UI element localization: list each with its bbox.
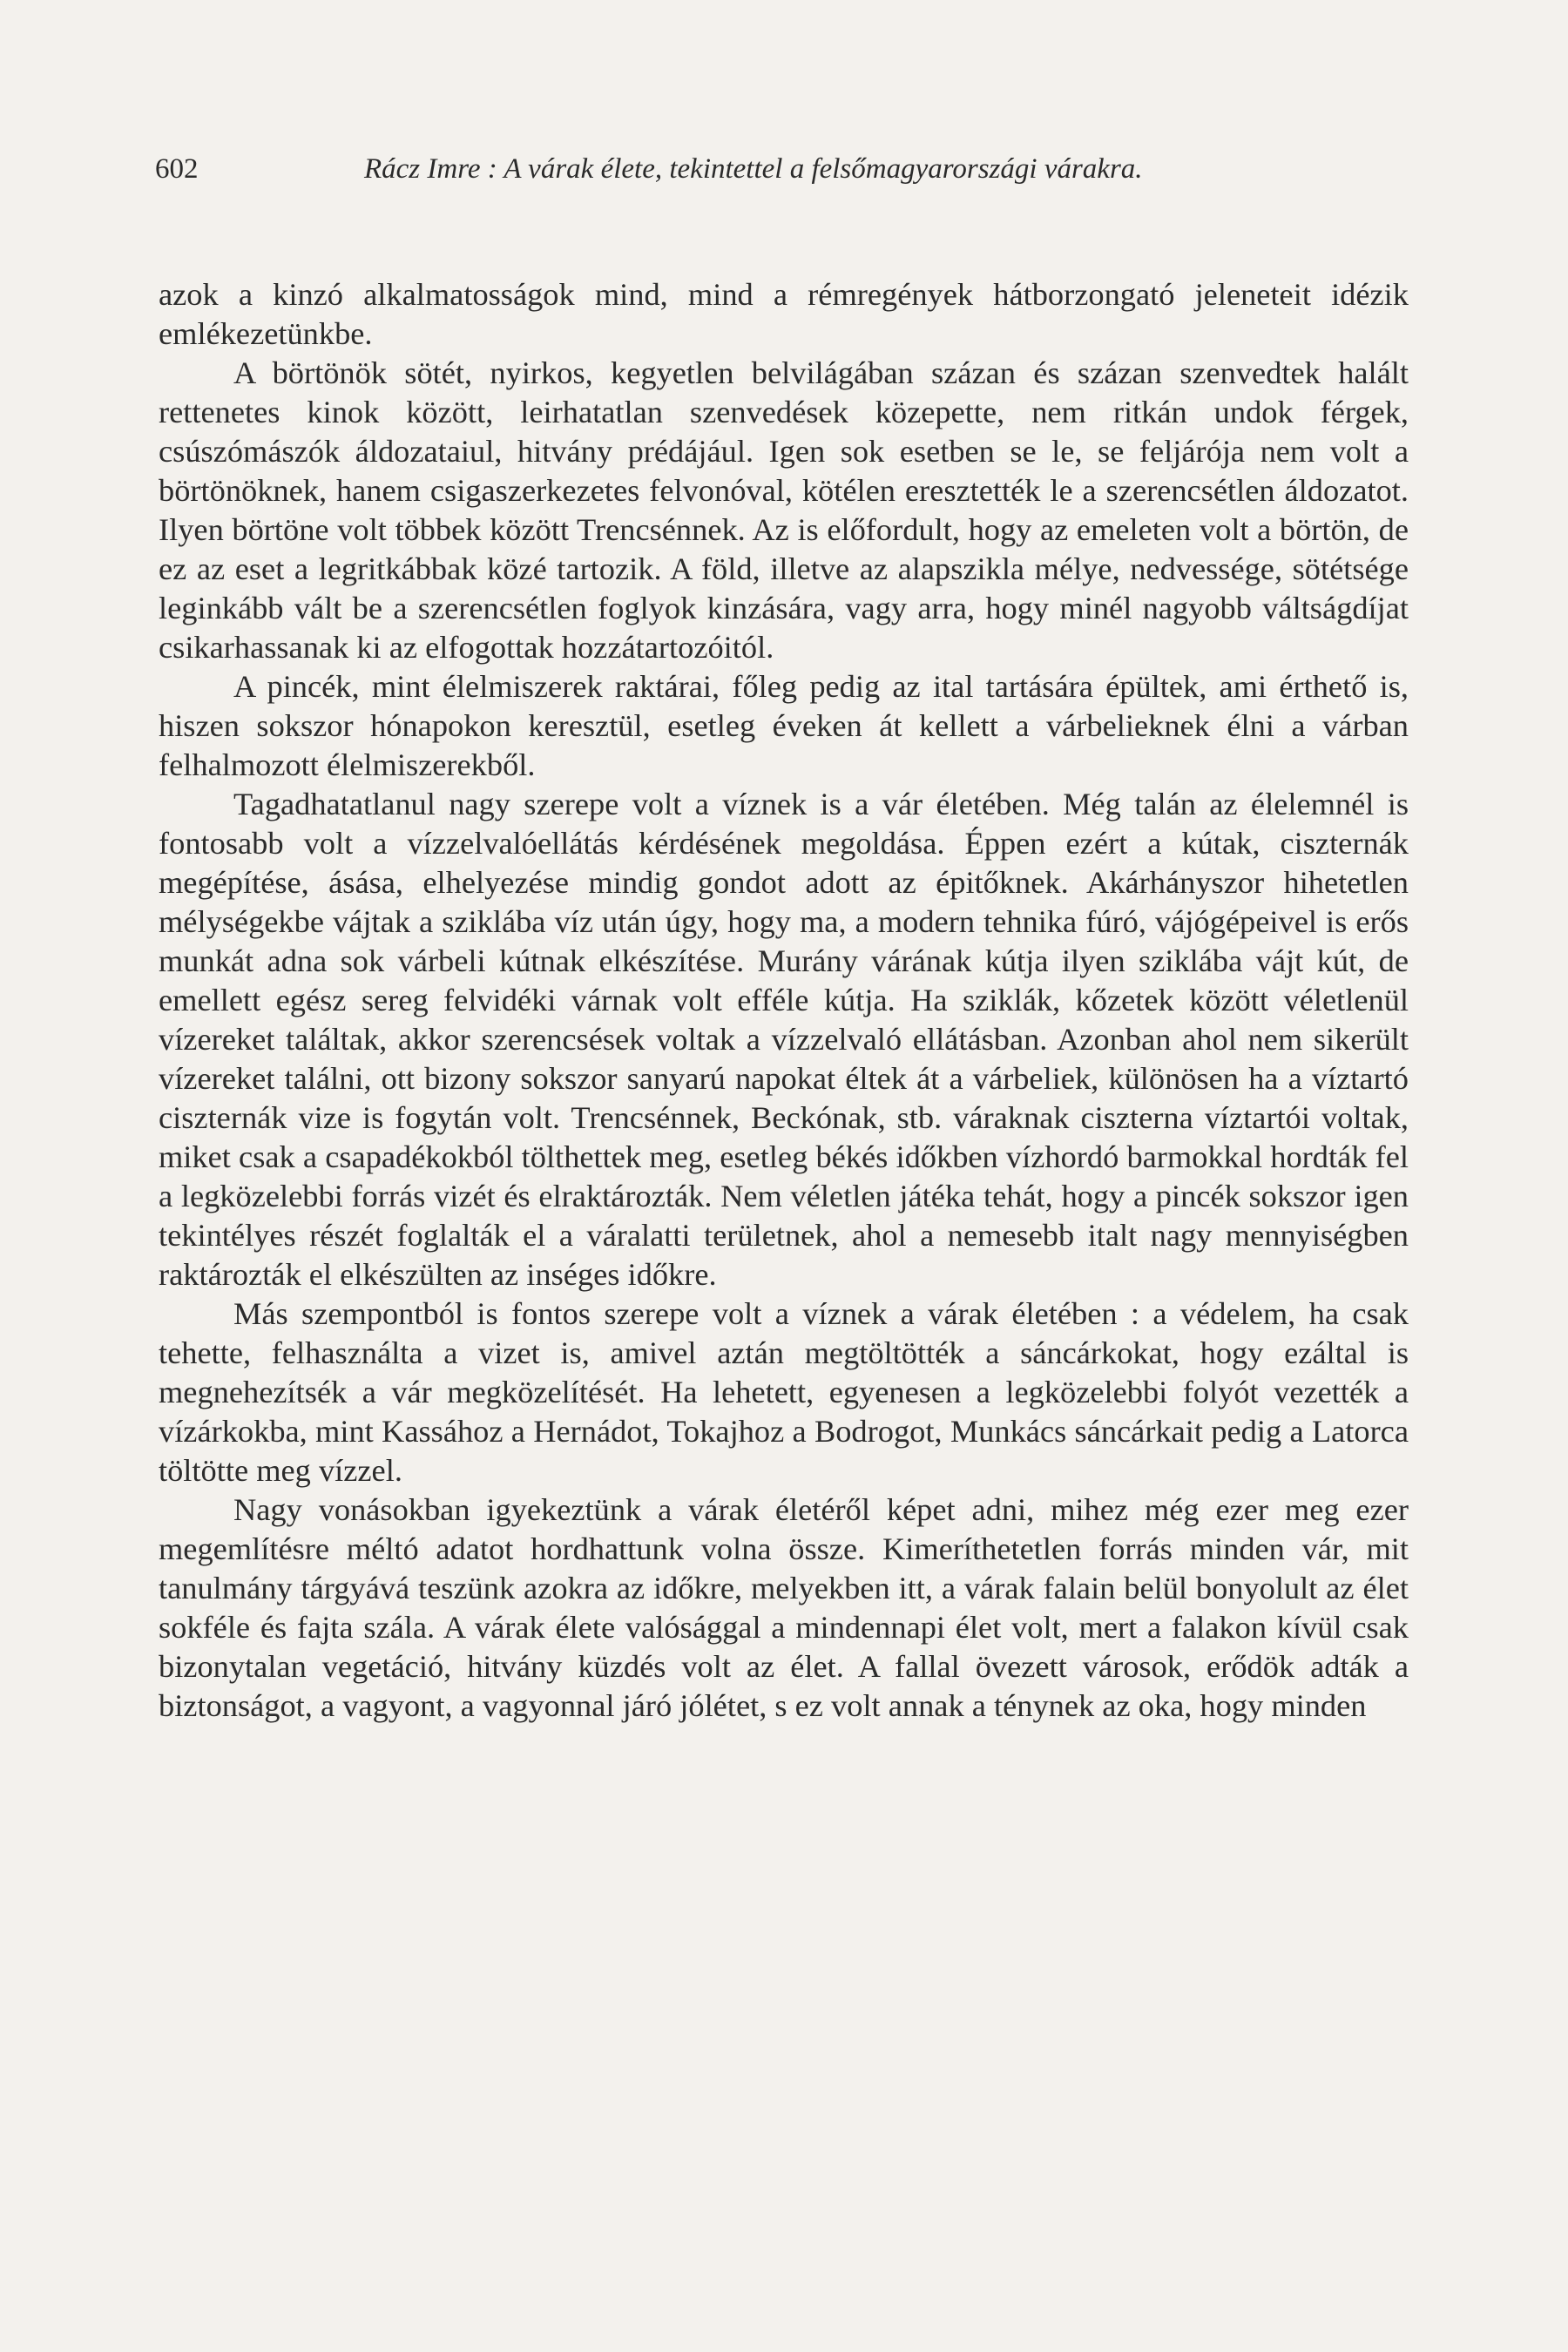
paragraph: Nagy vonásokban igyekeztünk a várak életéről képet adni, mihez még ezer meg ezer megemlítésre méltó adatot hordhattunk volna össze. Kimeríthetetlen forrás minden vár, mit tanulmány tárgyává teszünk azokra az időkre, melyekben itt, a várak falain belül bonyolult az élet sokféle és fajta szála. A várak élete valósággal a mindennapi élet volt, mert a falakon kívül csak bizonytalan vegetáció, hitvány küzdés volt az élet. A fallal övezett városok, erődök adták a biztonságot, a vagyont, a vagyonnal járó jólétet, s ez volt annak a ténynek az oka, hogy minden xyxy=(159,1492,1409,1723)
body-text xyxy=(159,275,1409,1726)
page-number: 602 xyxy=(155,153,199,185)
paragraph: A börtönök sötét, nyirkos, kegyetlen belvilágában százan és százan szenvedtek halált rettenetes kinok között, leirhatatlan szenvedések közepette, nem ritkán undok férgek, csúszómászók áldozataiul, hitvány prédájául. Igen sok esetben se le, se feljárója nem volt a börtönöknek, hanem csigaszerkezetes felvonóval, kötélen eresztették le a szerencsétlen áldozatot. Ilyen börtöne volt többek között Trencsénnek. Az is előfordult, hogy az emeleten volt a börtön, de ez az eset a legritkábbak közé tartozik. A föld, illetve az alapszikla mélye, nedvessége, sötétsége leginkább vált be a szerencsétlen foglyok kinzására, vagy arra, hogy minél nagyobb váltságdíjat csikarhassanak ki az elfogottak hozzátartozóitól. xyxy=(159,355,1409,665)
paragraph: A pincék, mint élelmiszerek raktárai, főleg pedig az ital tartására épültek, ami érthető is, hiszen sokszor hónapokon keresztül, esetleg éveken át kellett a várbelieknek élni a várban felhalmozott élelmiszerekből. xyxy=(159,669,1409,782)
paragraph: azok a kinzó alkalmatosságok mind, mind a rémregények hátborzongató jeleneteit idézik emlékezetünkbe. xyxy=(159,277,1409,351)
running-title: Rácz Imre : A várak élete, tekintettel a felsőmagyarországi várakra. xyxy=(364,153,1143,185)
page-header xyxy=(155,153,1409,192)
paragraph: Tagadhatatlanul nagy szerepe volt a víznek is a vár életében. Még talán az élelemnél is fontosabb volt a vízzelvalóellátás kérdésének megoldása. Éppen ezért a kútak, ciszternák megépítése, ásása, elhelyezése mindig gondot adott az épitőknek. Akárhányszor hihetetlen mélységekbe vájtak a sziklába víz után úgy, hogy ma, a modern tehnika fúró, vájógépeivel is erős munkát adna sok várbeli kútnak elkészítése. Murány várának kútja ilyen sziklába vájt kút, de emellett egész sereg felvidéki várnak volt efféle kútja. Ha sziklák, kőzetek között véletlenül vízereket találtak, akkor szerencsések voltak a vízzelvaló ellátásban. Azonban ahol nem sikerült vízereket találni, ott bizony sokszor sanyarú napokat éltek át a várbeliek, különösen ha a víztartó ciszternák vize is fogytán volt. Trencsénnek, Beckónak, stb. váraknak ciszterna víztartói voltak, miket csak a csapadékokból tölthettek meg, esetleg békés időkben vízhordó barmokkal hordták fel a legközelebbi forrás vizét és elraktározták. Nem véletlen játéka tehát, hogy a pincék sokszor igen tekintélyes részét foglalták el a váralatti területnek, ahol a nemesebb italt nagy mennyiségben raktározták el elkészülten az inséges időkre. xyxy=(159,787,1409,1292)
paragraph: Más szempontból is fontos szerepe volt a víznek a várak életében : a védelem, ha csak tehette, felhasználta a vizet is, amivel aztán megtöltötték a sáncárkokat, hogy ezáltal is megnehezítsék a vár megközelítését. Ha lehetett, egyenesen a legközelebbi folyót vezették a vízárkokba, mint Kassához a Hernádot, Tokajhoz a Bodrogot, Munkács sáncárkait pedig a Latorca töltötte meg vízzel. xyxy=(159,1296,1409,1488)
